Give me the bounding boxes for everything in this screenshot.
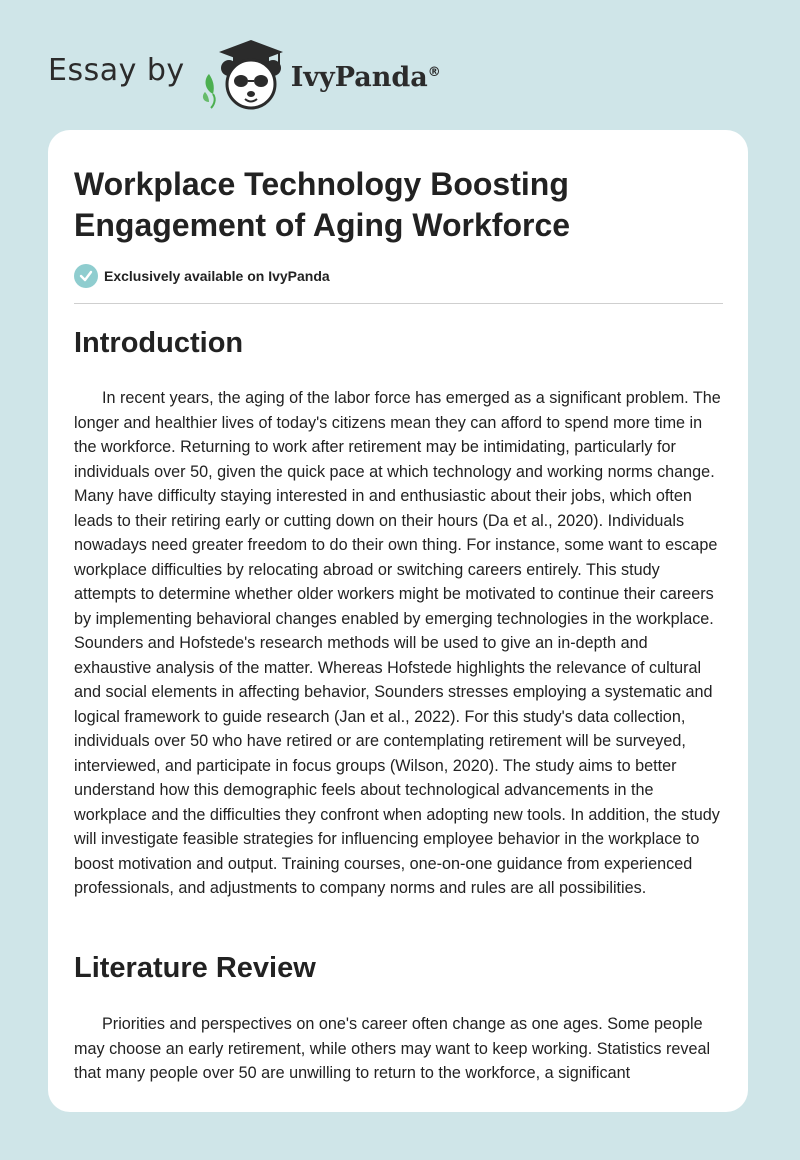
site-header	[48, 34, 548, 114]
section-paragraph-literature-review: Priorities and perspectives on one's career often change as one ages. Some people may choose an early retirement, while others may want to keep working. Statistics reveal that many people over 50 are unwilling to return to the workforce, a significant	[74, 1015, 711, 1082]
exclusive-badge	[74, 264, 330, 288]
section-heading-literature-review: Literature Review	[74, 952, 316, 984]
divider	[74, 303, 723, 304]
exclusive-badge-label: Exclusively available on IvyPanda	[104, 268, 330, 284]
essay-title: Workplace Technology Boosting Engagement of Aging Workforce	[74, 166, 571, 243]
essay-by-label: Essay by	[48, 52, 185, 88]
essay-card	[48, 130, 748, 1112]
section-heading-introduction: Introduction	[74, 327, 244, 359]
check-circle-icon	[74, 264, 98, 288]
brand-name[interactable]: IvyPanda®	[290, 61, 441, 93]
section-paragraph-introduction: In recent years, the aging of the labor force has emerged as a significant problem. The longer and healthier lives of today's citizens mean they can afford to spend more time in the workforce. Returning to work after retirement may be intimidating, particularly for individuals over 50, given the quick pace at which technology and working norms change. Many have difficulty staying interested in and enthusiastic about their jobs, which often leads to their retiring early or cutting down on their hours (Da et al., 2020). Individuals nowadays need greater freedom to do their own thing. For instance, some want to escape workplace difficulties by relocating abroad or switching careers entirely. This study attempts to determine whether older workers might be motivated to continue their careers by implementing behavioral changes enabled by emerging technologies in the workplace. Sounders and Hofstede's research methods will be used to give an in-depth and exhaustive analysis of the matter. Whereas Hofstede highlights the relevance of cultural and social elements in affecting behavior, Sounders stresses employing a systematic and logical framework to guide research (Jan et al., 2022). For this study's data collection, individuals over 50 who have retired or are contemplating retirement will be surveyed, interviewed, and participate in focus groups (Wilson, 2020). The study aims to better understand how this demographic feels about technological advancements in the workplace and the difficulties they confront when adopting new tools. In addition, the study will investigate feasible strategies for influencing employee behavior in the workplace to boost motivation and output. Training courses, one-on-one guidance from experienced professionals, and adjustments to company norms and rules are all possibilities.	[74, 389, 721, 897]
ivypanda-logo-icon[interactable]	[199, 34, 291, 110]
